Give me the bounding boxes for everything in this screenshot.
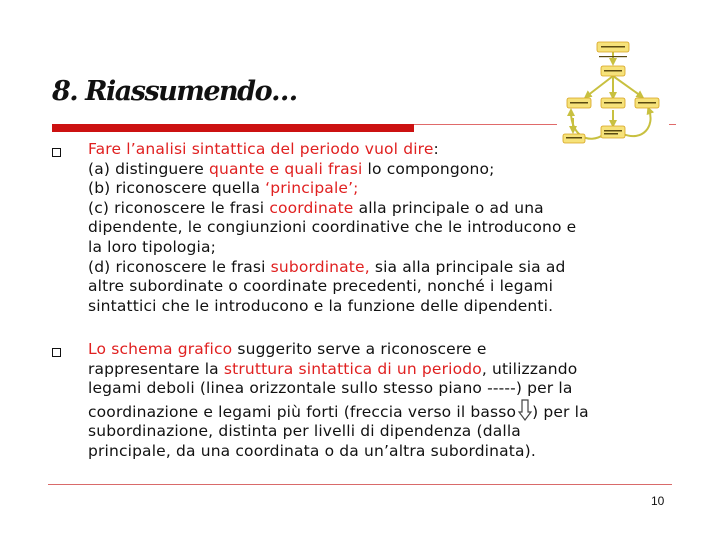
text-line — [88, 399, 589, 423]
slide-title: 8. Riassumendo… — [52, 76, 297, 107]
text-line: altre subordinate o coordinate precedenti, nonché i legami — [88, 277, 554, 296]
red-phrase-quante: quante e quali frasi — [209, 159, 363, 178]
text-line: principale, da una coordinata o da un’altra subordinata). — [88, 441, 536, 460]
text-span: sia alla principale sia ad — [369, 257, 566, 276]
text-span: suggerito serve a riconoscere e — [232, 340, 487, 358]
text-span: : — [433, 140, 439, 158]
text-span: , utilizzando — [481, 359, 578, 378]
text-line — [88, 160, 576, 180]
down-arrow-icon — [518, 399, 532, 419]
text-span: (b) riconoscere quella — [88, 179, 266, 198]
page-number: 10 — [651, 494, 665, 508]
text-line — [88, 340, 589, 360]
diagram-box-bottom — [601, 126, 625, 138]
text-span: rappresentare la — [88, 359, 224, 378]
red-phrase-analisi: Fare l’analisi sintattica del periodo vuol dire — [88, 140, 434, 158]
text-line — [88, 360, 589, 380]
text-span: (c) riconoscere le frasi — [88, 198, 270, 217]
text-span: coordinazione e legami più forti (freccia verso il basso — [88, 402, 517, 421]
text-span: ) per la — [532, 402, 589, 421]
text-span: alla principale o ad una — [353, 198, 544, 217]
text-line: sintattici che le introducono e la funzione delle dipendenti. — [88, 296, 554, 315]
text-span: lo compongono; — [362, 159, 495, 178]
bullet-paragraph-1 — [88, 140, 576, 316]
text-line: legami deboli (linea orizzontale sullo stesso piano -----) per la — [88, 379, 573, 398]
red-phrase-coordinate: coordinate — [269, 198, 354, 217]
red-phrase-subordinate: subordinate, — [270, 257, 370, 276]
red-phrase-schema: Lo schema grafico — [88, 340, 233, 358]
text-line — [88, 140, 576, 160]
bullet-marker-1 — [52, 148, 61, 157]
footer-divider — [48, 484, 672, 485]
text-line — [88, 258, 576, 278]
text-line — [88, 199, 576, 219]
text-span: (a) distinguere — [88, 159, 210, 178]
text-span: (d) riconoscere le frasi — [88, 257, 271, 276]
text-line: subordinazione, distinta per livelli di dipendenza (dalla — [88, 422, 521, 441]
text-line: la loro tipologia; — [88, 237, 217, 256]
title-underline-bar — [52, 124, 414, 132]
bullet-marker-2 — [52, 348, 61, 357]
red-phrase-principale: ‘principale’; — [265, 179, 359, 198]
bullet-paragraph-2 — [88, 340, 589, 462]
text-line: dipendente, le congiunzioni coordinative che le introducono e — [88, 218, 577, 237]
text-line — [88, 179, 576, 199]
red-phrase-struttura: struttura sintattica di un periodo — [223, 359, 482, 378]
